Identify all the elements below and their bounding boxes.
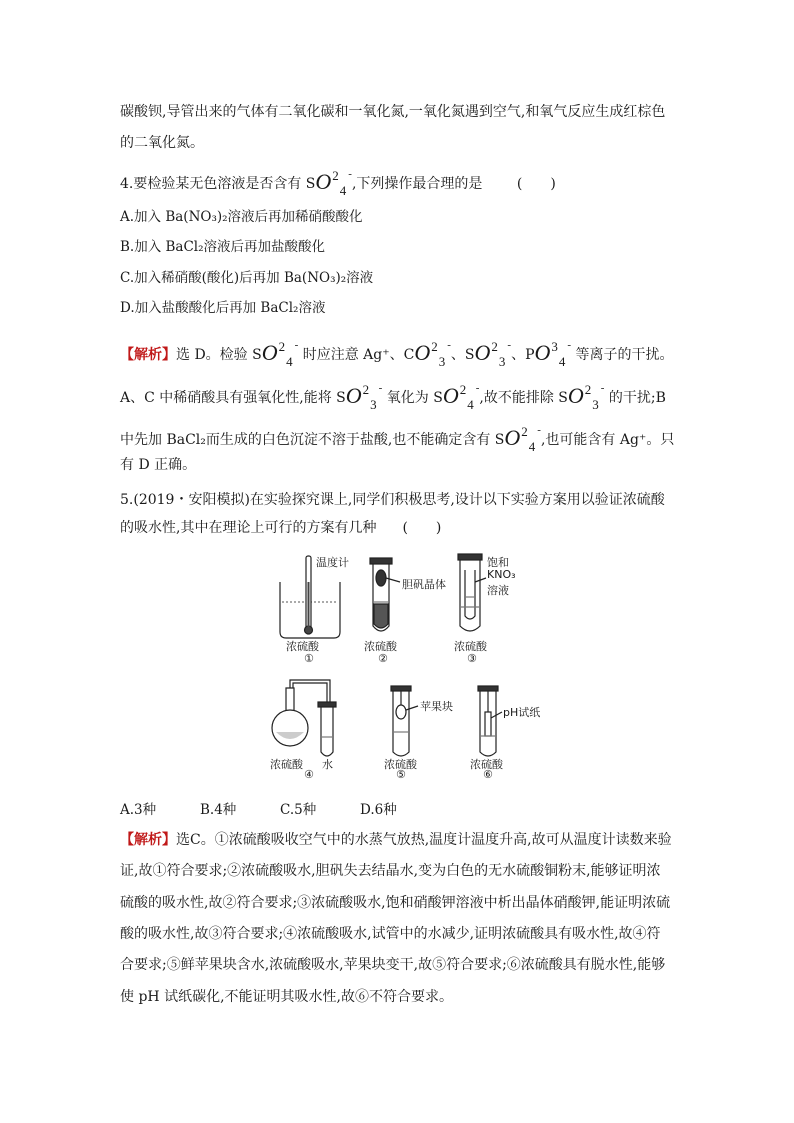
q4-analysis-line-2: A、C 中稀硝酸具有强氧化性,能将 SO23- 氧化为 SO24-,故不能排除 SO23- 的干扰;B — [120, 382, 666, 412]
intro-line-2: 的二氧化氮。 — [120, 135, 204, 151]
label-acid-2: 浓硫酸 — [364, 640, 397, 653]
num-2: ② — [378, 652, 388, 665]
label-kno3: KNO₃ — [487, 568, 516, 581]
q5-stem-line-2: 的吸水性,其中在理论上可行的方案有几种 ( ) — [120, 520, 442, 536]
q5-analysis-line-5: 合要求;⑤鲜苹果块含水,浓硫酸吸水,苹果块变干,故⑤符合要求;⑥浓硫酸具有脱水性,能够 — [120, 957, 666, 973]
q4-bracket: ( ) — [516, 176, 556, 192]
q5-analysis-line-6: 使 pH 试纸碳化,不能证明其吸水性,故⑥不符合要求。 — [120, 989, 453, 1005]
ion-po4: O34- — [534, 339, 572, 369]
label-acid-4: 浓硫酸 — [270, 758, 303, 771]
label-water: 水 — [322, 758, 333, 771]
ion-so4: O24- — [442, 382, 480, 412]
num-4: ④ — [304, 768, 314, 781]
intro-line-1: 碳酸钡,导管出来的气体有二氧化碳和一氧化氮,一氧化氮遇到空气,和氧气反应生成红棕色 — [120, 104, 666, 120]
num-6: ⑥ — [483, 768, 493, 781]
q4-analysis-line-4: 有 D 正确。 — [120, 457, 197, 473]
q5-bracket: ( ) — [402, 520, 442, 536]
q5-stem-line-1: 5.(2019・安阳模拟)在实验探究课上,同学们积极思考,设计以下实验方案用以验证浓硫酸 — [120, 492, 665, 508]
label-crystal: 胆矾晶体 — [402, 578, 446, 591]
q4-stem-text-b: ,下列操作最合理的是 — [351, 176, 483, 192]
experiment-figure — [270, 552, 560, 782]
analysis-tag: 【解析】 — [120, 832, 176, 848]
analysis-tag: 【解析】 — [120, 347, 176, 363]
num-3: ③ — [467, 652, 477, 665]
ion-so4: O24- — [504, 424, 541, 454]
label-thermometer: 温度计 — [316, 556, 349, 569]
ion-so3: O23- — [345, 382, 383, 412]
q4-stem — [120, 168, 556, 198]
label-acid-5: 浓硫酸 — [384, 758, 417, 771]
q5-analysis-line-3: 硫酸的吸水性,故②符合要求;③浓硫酸吸水,饱和硝酸钾溶液中析出晶体硝酸钾,能证明浓硫 — [120, 895, 671, 911]
label-saturated: 饱和 — [487, 556, 509, 569]
num-1: ① — [304, 652, 314, 665]
ion-so3: O23- — [567, 382, 605, 412]
q5-analysis-line-1: 【解析】选C。①浓硫酸吸收空气中的水蒸气放热,温度计温度升高,故可从温度计读数来验 — [120, 832, 672, 848]
ion-so4: O24- — [315, 168, 352, 198]
label-solution: 溶液 — [487, 584, 509, 597]
label-ph-paper: pH试纸 — [503, 706, 541, 719]
q5-option-d: D.6种 — [360, 802, 397, 818]
q5-options — [120, 800, 397, 820]
label-apple: 苹果块 — [420, 700, 453, 713]
ion-so3: O23- — [474, 339, 512, 369]
ion-so4: O24- — [261, 339, 299, 369]
q5-analysis-line-2: 证,故①符合要求;②浓硫酸吸水,胆矾失去结晶水,变为白色的无水硫酸铜粉末,能够证明浓 — [120, 863, 661, 879]
q4-analysis-line-1: 【解析】选 D。检验 SO24- 时应注意 Ag⁺、CO23-、SO23-、PO34- 等离子的干扰。 — [120, 339, 674, 369]
q5-option-c: C.5种 — [280, 802, 317, 818]
num-5: ⑤ — [396, 768, 406, 781]
label-acid-6: 浓硫酸 — [470, 758, 503, 771]
q4-option-d: D.加入盐酸酸化后再加 BaCl₂溶液 — [120, 300, 326, 316]
label-acid-1: 浓硫酸 — [286, 640, 319, 653]
q4-stem-text-a: 4.要检验某无色溶液是否含有 S — [120, 176, 316, 192]
q5-option-a: A.3种 — [120, 802, 157, 818]
label-acid-3: 浓硫酸 — [454, 640, 487, 653]
ion-co3: O23- — [414, 339, 451, 369]
q4-option-c: C.加入稀硝酸(酸化)后再加 Ba(NO₃)₂溶液 — [120, 270, 374, 286]
q4-analysis-line-3: 中先加 BaCl₂而生成的白色沉淀不溶于盐酸,也不能确定含有 SO24-,也可能含有 Ag⁺。只 — [120, 424, 675, 454]
q4-option-b: B.加入 BaCl₂溶液后再加盐酸酸化 — [120, 239, 326, 255]
q5-option-b: B.4种 — [200, 802, 237, 818]
q4-option-a: A.加入 Ba(NO₃)₂溶液后再加稀硝酸酸化 — [120, 209, 363, 225]
q5-analysis-line-4: 酸的吸水性,故③符合要求;④浓硫酸吸水,试管中的水减少,证明浓硫酸具有吸水性,故④符 — [120, 926, 661, 942]
